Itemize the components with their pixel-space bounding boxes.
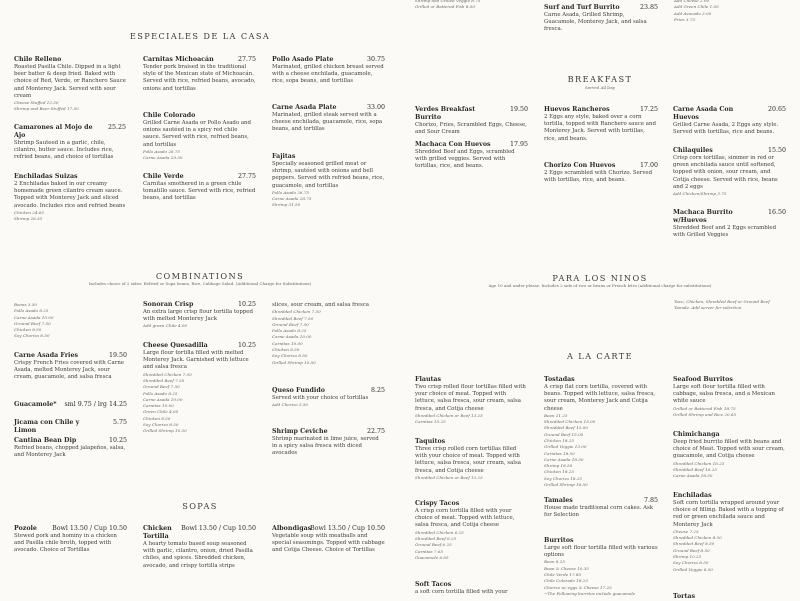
- item-name: Huevos Rancheros: [544, 106, 610, 113]
- item-option: Chile Verde 17.85: [544, 572, 582, 577]
- item-price: 10.25: [237, 342, 256, 349]
- item-description: Shredded Beef and 2 Eggs scrambled with Grilled Veggies: [673, 225, 777, 239]
- item-description: Shredded Beef and Eggs, scrambled with grilled veggies. Served with tortillas, rice, and beans.: [415, 149, 515, 170]
- combinations-title: COMBINATIONS: [155, 271, 245, 281]
- item-option: Cheese 7.25: [673, 528, 699, 534]
- item-option: Pollo Asado 8.25: [143, 390, 178, 396]
- item-description: 2 Enchiladas baked in our creamy homemade green cilantro cream sauce. Topped with Monterey Jack and sliced avocado. Includes rice and refried beans: [14, 181, 126, 209]
- menu-item: [143, 525, 256, 570]
- item-price: 19.50: [509, 106, 528, 113]
- item-option: Grilled Veggie 8.50: [673, 566, 713, 572]
- menu-item: [14, 437, 127, 459]
- item-name: Chorizo Con Huevos: [544, 162, 616, 169]
- item-price: 27.75: [237, 173, 256, 180]
- item-option: Carnitas 7.65: [415, 548, 444, 554]
- item-option: Soy Chorizo 8.50: [673, 560, 709, 566]
- top-notes-mid: Shrimp and Grilled Veggie 8.75 Grilled or Battered Fish 8.50: [415, 0, 481, 10]
- item-price: 17.95: [509, 141, 528, 148]
- item-price: Bowl 13.50 / Cup 10.50: [310, 525, 385, 532]
- menu-item: [14, 419, 127, 435]
- item-name: Camarones al Mojo de Ajo: [14, 124, 93, 139]
- item-price: 17.00: [639, 162, 658, 169]
- menu-item: [415, 141, 528, 171]
- menu-item: [272, 428, 385, 458]
- item-name: Queso Fundido: [272, 387, 325, 394]
- item-description: Chorizo, Fries, Scrambled Eggs, Cheese, and Sour Cream: [415, 122, 527, 136]
- item-description: An extra large crisp flour tortilla topped with melted Monterey Jack: [143, 309, 253, 323]
- breakfast-subtitle: Served All Day: [584, 85, 616, 90]
- item-description: Two crisp rolled flour tortillas filled with your choice of meat. Topped with lettuce, salsa fresca, sour cream, salsa fresca, and Cotija cheese: [415, 384, 526, 412]
- item-name: Taquitos: [415, 438, 446, 445]
- item-description: Deep fried burrito filled with beans and choice of Meat. Topped with sour cream, guacamole, and Cotija cheese: [673, 439, 785, 460]
- item-description: Crispy French Fries covered with Carne Asada, melted Monterey Jack, sour cream, guacamole, and salsa fresca: [14, 360, 124, 381]
- menu-item: [544, 162, 658, 184]
- item-option: Grilled Veggie 13.00: [544, 444, 587, 450]
- item-option: Shredded Beef 7.50: [143, 377, 185, 383]
- menu-item: [272, 104, 385, 134]
- menu-item: [14, 56, 126, 113]
- item-option: Carnitas 10.00: [143, 403, 174, 409]
- item-price: 22.75: [366, 428, 385, 435]
- item-price: 17.25: [639, 106, 658, 113]
- item-option: Add green Chile 4.00: [143, 323, 188, 329]
- item-description: Marinated, grilled chicken breast served with a cheese enchilada, guacamole, rice, sopa beans, and tortillas: [272, 64, 384, 85]
- item-option: Shredded Beef 6.25: [415, 535, 457, 541]
- top-notes-right: Add Cheese 2.00 Add Green Chile 1.00 Add Avocado 3.00 Fries 3.75: [674, 0, 719, 22]
- menu-item: [272, 153, 385, 209]
- menu-item: [14, 124, 126, 162]
- item-name: Crispy Tacos: [415, 500, 460, 507]
- item-description: Grilled Carne Asada, 2 Eggs any style. Served with tortillas, rice and beans.: [673, 122, 779, 136]
- item-option: Ground Beef 15.00: [544, 431, 584, 437]
- item-description: Three crisp rolled corn tortillas filled with your choice of meat. Topped with lettuce, salsa fresca, sour cream, salsa fresca, and Cotija cheese: [415, 446, 521, 474]
- item-name: Tamales: [544, 497, 573, 504]
- item-description: Large soft flour tortilla filled with cabbage, salsa fresca, and a Mexican white sauce: [673, 384, 775, 405]
- item-name: Albondigas: [272, 525, 312, 532]
- item-price: 10.25: [108, 437, 127, 444]
- item-name: Machaca Burrito w/Huevos: [673, 209, 733, 224]
- item-name: Soft Tacos: [415, 581, 452, 588]
- item-option: Shredded Chicken 8.50: [673, 535, 722, 541]
- item-option: Chicken 8.50: [143, 415, 171, 421]
- menu-item: [14, 401, 127, 409]
- item-name: Cheese Quesadilla: [143, 342, 208, 349]
- item-price: 30.75: [366, 56, 385, 63]
- menu-item: [673, 147, 786, 197]
- item-name: Verdes Breakfast Burrito: [415, 106, 476, 121]
- item-name: Chimichanga: [673, 431, 720, 438]
- item-name: Carne Asada Con Huevos: [673, 106, 734, 121]
- item-option: Shrimp 26.35: [14, 216, 43, 222]
- menu-item: [14, 525, 127, 555]
- item-option: Grilled Shrimp 18.50: [544, 482, 588, 488]
- menu-item: [143, 342, 256, 435]
- sopas-title: SOPAS: [182, 501, 218, 511]
- item-name: Chile Verde: [143, 173, 184, 180]
- menu-item: [272, 56, 385, 86]
- item-price: Bowl 13.50 / Cup 10.50: [52, 525, 127, 532]
- menu-item: [415, 376, 527, 425]
- item-option: Carnitas 15.25: [415, 419, 446, 425]
- item-price: 27.75: [237, 56, 256, 63]
- item-option: Chicken 18.25: [544, 469, 574, 475]
- menu-item: [544, 537, 658, 597]
- item-description: Crisp corn tortillas, simmer in red or green enchilada sauce until softened, topped with onion, sour cream, and Cotija cheese. Served with rice, beans and 2 eggs: [673, 155, 778, 190]
- item-option: Chicken 24.65: [14, 209, 44, 215]
- item-option: Carne Asada 18.50: [673, 473, 713, 479]
- item-name: Machaca Con Huevos: [415, 141, 491, 148]
- item-option: Shrimp and Beer Stuffed 17.50: [14, 106, 79, 112]
- item-description: Grilled Carne Asada or Pollo Asado and onions sautéed in a spicy red chile sauce. Served with rice, refried beans, and tortillas: [143, 120, 251, 148]
- item-option: Guacamole 6.65: [415, 554, 449, 560]
- menu-item: [143, 112, 256, 161]
- item-option: Ground Beef 6.25: [415, 542, 452, 548]
- item-option: Shredded Beef 8.50: [673, 541, 715, 547]
- menu-item: [143, 56, 256, 93]
- menu-item: [544, 4, 658, 34]
- menu-item: [673, 431, 786, 480]
- item-price: 5.75: [112, 419, 127, 426]
- item-description: 2 Eggs any style, baked over a corn tortilla, topped with Ranchero sauce and Monterey Jack. Served with tortillas, rice, and beans.: [544, 114, 656, 142]
- item-name: Burritos: [544, 537, 574, 544]
- item-name: Chilaquiles: [673, 147, 713, 154]
- item-name: Chile Relleno: [14, 56, 62, 63]
- a-la-carte-title: A LA CARTE: [566, 351, 634, 361]
- menu-item: [544, 106, 658, 143]
- item-price: sml 9.75 / lrg 14.25: [64, 401, 127, 408]
- item-name: Enchiladas Suizas: [14, 173, 78, 180]
- item-price: 15.50: [767, 147, 786, 154]
- item-option: Add Chorizo 3.50: [272, 402, 309, 408]
- item-name: Chicken Tortilla: [143, 525, 172, 540]
- item-description: Roasted Pasilla Chile. Dipped in a light beer batter & deep fried. Baked with choice of Red, Verde, or Ranchero Sauce and Monterey Jack. Served with sour cream: [14, 64, 126, 99]
- item-name: Pollo Asado Plate: [272, 56, 334, 63]
- menu-item: [673, 106, 786, 136]
- item-option: Shrimp 10.25: [673, 554, 702, 559]
- menu-item: [415, 106, 528, 136]
- item-option: Carne Asada 18.50: [544, 456, 584, 462]
- menu-item: [143, 301, 256, 330]
- item-name: Chile Colorado: [143, 112, 196, 119]
- item-description: Shrimp Sauteed in a garlic, chile, cilantro, butter sauce. Includes rice, refried beans, and choice of tortillas: [14, 140, 114, 161]
- item-name: Jicama con Chile y Limon: [14, 419, 80, 434]
- menu-item: [673, 209, 786, 239]
- menu-item: [272, 387, 385, 409]
- especiales-title: ESPECIALES DE LA CASA: [129, 31, 271, 41]
- item-description: 2 Eggs scrambled with Chorizo. Served with tortillas, rice, and beans.: [544, 170, 653, 184]
- item-name: Carne Asada Plate: [272, 104, 337, 111]
- breakfast-title: BREAKFAST: [567, 74, 633, 84]
- item-description: Carnitas smothered in a green chile tomatillo sauce. Served with rice, refried beans, and tortillas: [143, 181, 256, 202]
- item-description: Carne Asada, Grilled Shrimp, Guacamole, Monterey Jack, and salsa fresca.: [544, 12, 647, 33]
- item-option: Grilled Shrimp 10.50: [143, 428, 187, 434]
- combo-col3-top: slices, sour cream, and salsa fresca Shredded Chicken 7.50 Shredded Beef 7.50 Ground Beef 7.50 Pollo Asado 8.25 Carne Asada 10.00 Carnitas 10.00 Chicken 8.50 Soy Chorizo 8.50 Grilled Shrimp 10.50: [272, 302, 369, 365]
- item-description: Refried beans, chopped jalapeños, salsa, and Monterey Jack: [14, 445, 126, 459]
- item-description: Stewed pork and hominy in a chicken and Pasilla chile broth, topped with avocado. Choice of Tortillas: [14, 533, 117, 554]
- menu-item: [272, 525, 385, 555]
- item-name: Pozole: [14, 525, 37, 532]
- item-option: Soy Chorizo 8.50: [143, 421, 179, 427]
- item-option: Chorizo w/ eggs & Cheese 17.25: [544, 584, 612, 590]
- item-option: Carnitas 18.50: [544, 450, 575, 456]
- item-option: Cheese Stuffed 12.50: [14, 100, 59, 106]
- item-name: Seafood Burritos: [673, 376, 733, 383]
- item-option: Soy Chorizo 18.25: [544, 475, 583, 481]
- menu-item: [673, 376, 786, 418]
- item-name: Enchiladas: [673, 492, 712, 499]
- item-price: 7.85: [643, 497, 658, 504]
- menu-item: [143, 173, 256, 203]
- item-option: Carne Asada 10.00: [143, 396, 183, 402]
- item-option: Chile Colorado 18.25: [544, 578, 588, 584]
- item-option: Shredded Chicken 7.50: [143, 371, 192, 377]
- item-price: Bowl 13.50 / Cup 10.50: [181, 525, 256, 532]
- item-option: Shredded Chicken 6.25: [415, 529, 464, 535]
- item-option: Chicken 18.25: [544, 438, 574, 443]
- menu-item: [14, 173, 126, 222]
- item-description: A crisp flat corn tortilla, covered with beans. Topped with lettuce, salsa fresca, sour cream, Monterey Jack and Cotija cheese: [544, 384, 656, 412]
- item-price: 19.50: [108, 352, 127, 359]
- item-option: Shredded Chicken or Beef 13.25: [415, 412, 483, 418]
- item-price: 20.65: [767, 106, 786, 113]
- item-option: Ground Beef 7.50: [143, 384, 180, 390]
- item-price: 10.25: [237, 301, 256, 308]
- item-description: Specially seasoned grilled meat or shrimp, sautéed with onions and bell peppers. Served with refried beans, rice, guacamole, and tortillas: [272, 161, 385, 189]
- item-name: Fajitas: [272, 153, 296, 160]
- item-option: Carne Asada 28.75: [272, 196, 312, 202]
- item-name: Tortas: [673, 593, 696, 600]
- item-description: Large flour tortilla filled with melted Monterey Jack. Garnished with lettuce and salsa fresca: [143, 350, 249, 371]
- item-description: Tender pork braised in the traditional style of the Mexican state of Michoacán. Served with rice, refried beans, avocado, onions and tortillas: [143, 64, 256, 92]
- menu-item: [544, 497, 658, 519]
- item-option: Shrimp 18.50: [544, 463, 573, 469]
- item-description: A crisp corn tortilla filled with your choice of meat. Topped with lettuce, salsa fresca, and Cotija cheese: [415, 508, 515, 529]
- item-name: Carnitas Michoacán: [143, 56, 214, 63]
- menu-item: [415, 438, 527, 481]
- item-option: ~The Following burritos include guacamole: [544, 590, 636, 596]
- item-description: a soft corn tortilla filled with your: [415, 589, 508, 595]
- item-description: Vegetable soup with meatballs and special seasonings. Topped with cabbage and Cotija Cheese. Choice of Tortillas: [272, 533, 385, 554]
- item-option: Carne Asada 29.50: [143, 155, 183, 161]
- item-option: Bean 8.25: [544, 559, 565, 565]
- item-option: Shredded Chicken or Beef 13.25: [415, 474, 483, 480]
- menu-item: [415, 581, 527, 596]
- item-option: Add Chicken/Shrimp 3.75: [673, 191, 727, 197]
- combinations-subtitle: Includes choice of 2 sides: Refried or Sopa beans, Rice, Cabbage Salad. (Additional Charge for Substitutions): [88, 281, 312, 286]
- menu-item: [415, 500, 527, 561]
- item-price: 23.85: [639, 4, 658, 11]
- item-name: Carne Asada Fries: [14, 352, 78, 359]
- menu-item: [673, 492, 786, 573]
- item-option: Pollo Asado 26.75: [272, 189, 310, 195]
- item-description: Served with your choice of tortillas: [272, 395, 369, 401]
- item-option: Shredded Chicken 16.25: [673, 460, 725, 466]
- item-option: Ground Beef 8.50: [673, 547, 710, 553]
- item-option: Bean 11.25: [544, 412, 568, 418]
- menu-item: [14, 352, 127, 382]
- item-name: Guacamole*: [14, 401, 57, 408]
- ninos-subtitle: Age 10 and under please. Includes 2 side of rice or beans or French fries (additional charge for substitutions): [488, 283, 712, 288]
- item-option: Pollo Asado 26.75: [143, 148, 181, 154]
- item-option: Bean & Cheese 10.35: [544, 565, 589, 571]
- item-description: Marinated, grilled steak served with a cheese enchilada, guacamole, rice, sopa beans, and tortillas: [272, 112, 383, 133]
- item-price: 8.25: [370, 387, 385, 394]
- item-description: House made traditional corn cakes. Ask for Selection: [544, 505, 653, 519]
- menu-item: [544, 376, 658, 488]
- item-option: Grilled or Battered Fish 18.75: [673, 405, 736, 411]
- item-option: Green Chile 4.00: [143, 409, 179, 415]
- item-name: Shrimp Ceviche: [272, 428, 328, 435]
- item-description: Soft corn tortilla wrapped around your choice of filling. Baked with a topping of red or green enchilada sauce and Monterey Jack: [673, 500, 784, 528]
- item-description: Shrimp marinated in lime juice, served in a spicy salsa fresca with diced avocados: [272, 436, 379, 457]
- item-price: 25.25: [107, 124, 126, 131]
- item-option: Grilled Shrimp and Rice 20.65: [673, 411, 737, 417]
- item-option: Shredded Chicken 15.00: [544, 419, 596, 425]
- item-price: 16.50: [767, 209, 786, 216]
- item-name: Sonoran Crisp: [143, 301, 194, 308]
- item-description: A hearty tomato based soup seasoned with garlic, cilantro, onion, dried Pasilla chiles, and spices. Shredded chicken, avocado, and crispy tortilla strips: [143, 541, 253, 569]
- item-name: Flautas: [415, 376, 442, 383]
- item-price: 33.00: [366, 104, 385, 111]
- item-name: Cantina Bean Dip: [14, 437, 77, 444]
- item-name: Tostadas: [544, 376, 575, 383]
- combo-col1-top: Beans 3.50 Pollo Asado 8.25 Carne Asada 10.00 Ground Beef 7.50 Chicken 8.50 Soy Chorizo 8.50: [14, 302, 54, 339]
- ninos-note: Taco, Chicken, Shredded Beef or Ground Beef Tamale. Add server for selection: [674, 299, 770, 311]
- item-option: Shrimp 31.50: [272, 202, 301, 208]
- item-option: Shredded Beef 15.00: [544, 425, 588, 431]
- item-name: Surf and Turf Burrito: [544, 4, 620, 11]
- item-option: Shredded Beef 16.25: [673, 466, 717, 472]
- ninos-title: PARA LOS NINOS: [552, 273, 648, 283]
- item-description: Large soft flour tortilla filled with various options: [544, 545, 658, 559]
